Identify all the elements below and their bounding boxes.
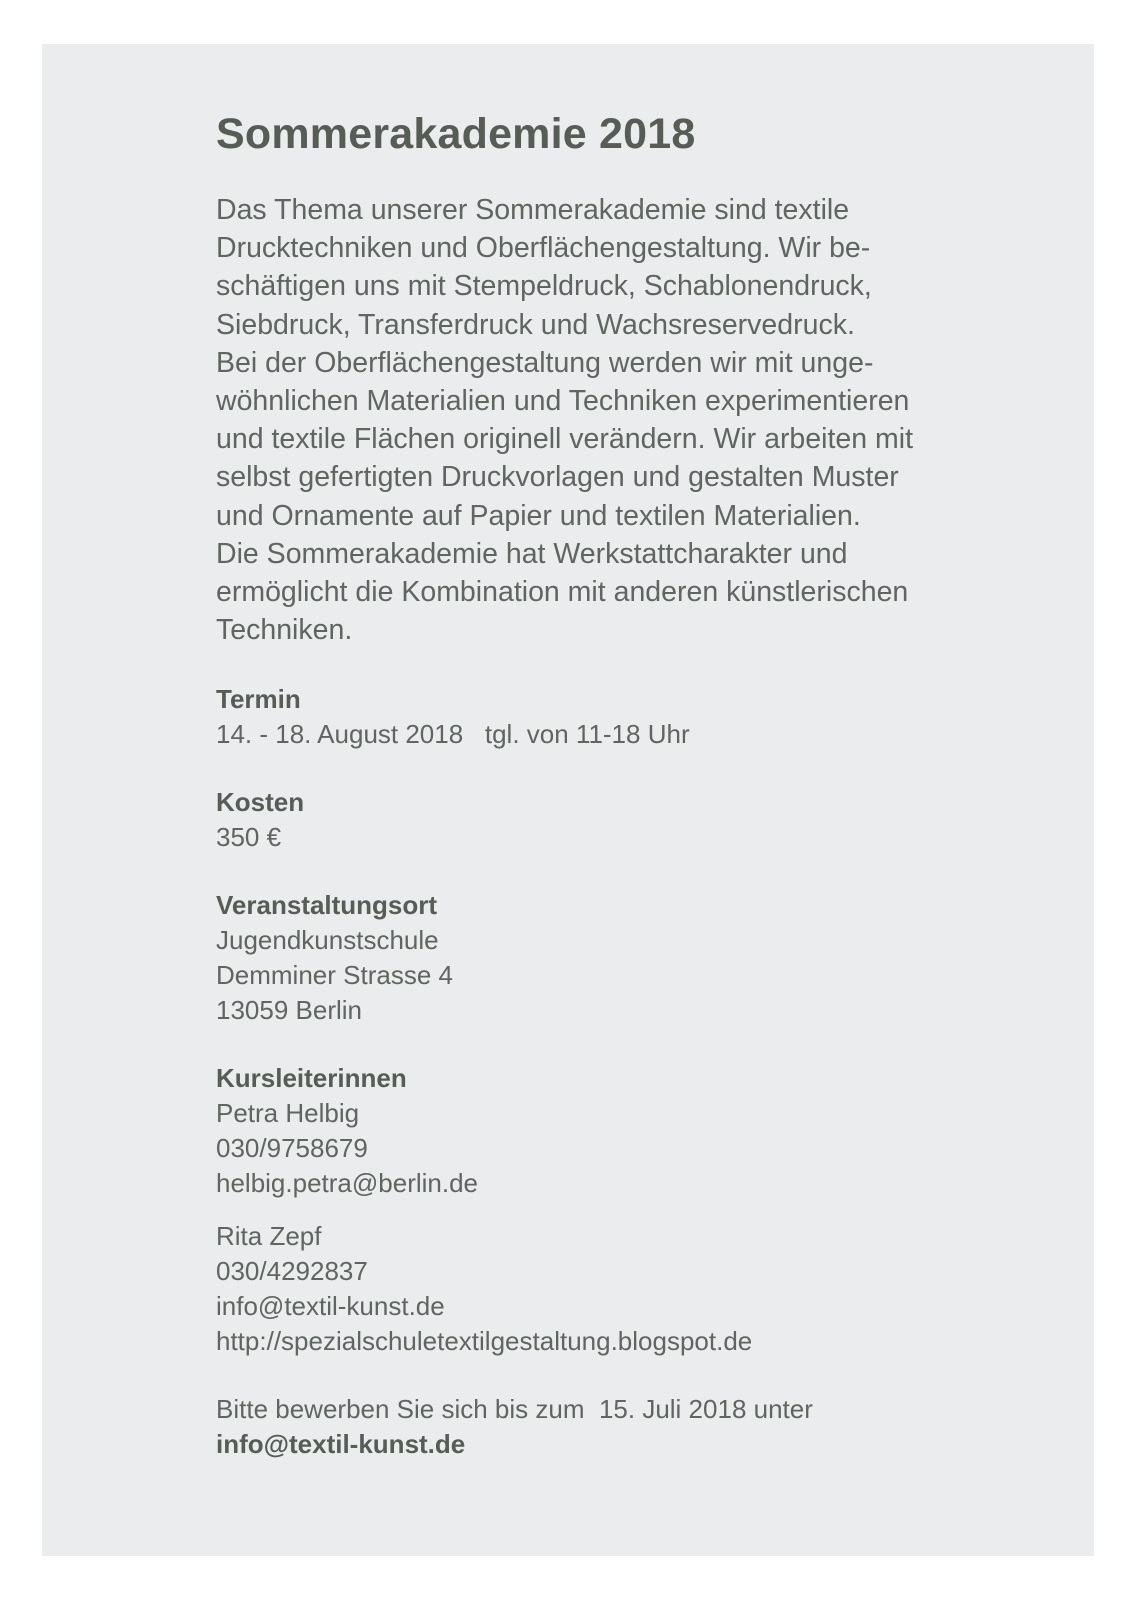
intro-line: Bei der Oberflächengestaltung werden wir mit unge- (216, 346, 874, 379)
intro-line: Die Sommerakademie hat Werkstattcharakter und (216, 537, 848, 570)
termin-value: 14. - 18. August 2018 tgl. von 11-18 Uhr (216, 719, 690, 750)
intro-line: wöhnlichen Materialien und Techniken experimentieren (216, 385, 910, 418)
flyer-panel (42, 44, 1094, 1556)
ort-line: Demminer Strasse 4 (216, 960, 453, 991)
intro-line: Techniken. (216, 614, 353, 647)
intro-line: Das Thema unserer Sommerakademie sind textile (216, 194, 850, 226)
intro-line: und textile Flächen originell verändern. Wir arbeiten mit (216, 423, 913, 456)
intro-line: Drucktechniken und Oberflächengestaltung. Wir be- (216, 232, 871, 265)
bewerbung-text: Bitte bewerben Sie sich bis zum 15. Juli 2018 unter (216, 1394, 813, 1425)
person-email: info@textil-kunst.de (216, 1291, 445, 1322)
kosten-section (216, 785, 1036, 855)
person-phone: 030/9758679 (216, 1133, 368, 1164)
person-rita (216, 1219, 1036, 1359)
person-name: Rita Zepf (216, 1221, 322, 1252)
intro-line: ermöglicht die Kombination mit anderen künstlerischen (216, 576, 909, 609)
person-petra (216, 1096, 1036, 1201)
person-name: Petra Helbig (216, 1098, 360, 1129)
kosten-value: 350 € (216, 822, 282, 853)
bewerbung-section (216, 1392, 1036, 1462)
person-phone: 030/4292837 (216, 1256, 368, 1287)
ort-line: 13059 Berlin (216, 995, 362, 1026)
intro-line: schäftigen uns mit Stempeldruck, Schablonendruck, (216, 270, 872, 303)
person-website: http://spezialschuletextilgestaltung.blogspot.de (216, 1326, 753, 1357)
leiterinnen-heading: Kursleiterinnen (216, 1063, 407, 1094)
termin-heading: Termin (216, 684, 301, 715)
intro-paragraph (216, 191, 1036, 649)
intro-line: selbst gefertigten Druckvorlagen und gestalten Muster (216, 461, 899, 494)
ort-line: Jugendkunstschule (216, 925, 439, 956)
flyer-content (216, 108, 1036, 1462)
kosten-heading: Kosten (216, 787, 305, 818)
person-email: helbig.petra@berlin.de (216, 1168, 479, 1199)
ort-section (216, 888, 1036, 1028)
leiterinnen-section (216, 1061, 1036, 1359)
termin-section (216, 682, 1036, 752)
intro-line: und Ornamente auf Papier und textilen Materialien. (216, 499, 861, 532)
ort-heading: Veranstaltungsort (216, 890, 438, 921)
bewerbung-email: info@textil-kunst.de (216, 1429, 466, 1460)
page-title: Sommerakademie 2018 (216, 110, 696, 158)
intro-line: Siebdruck, Transferdruck und Wachsreservedruck. (216, 308, 855, 341)
